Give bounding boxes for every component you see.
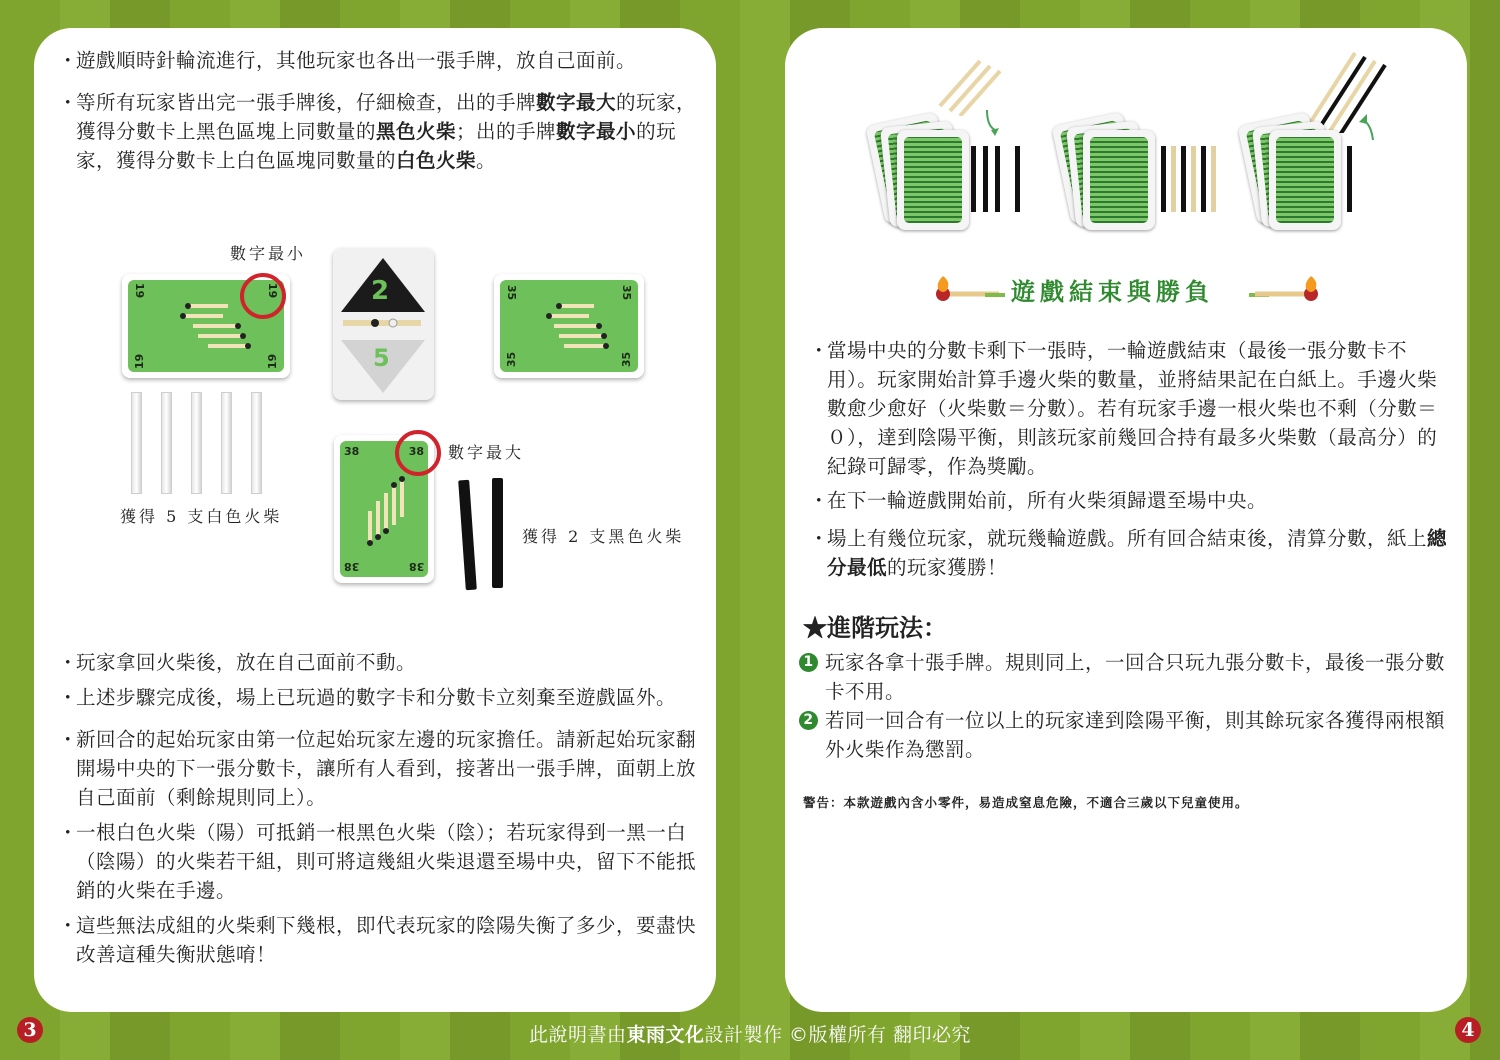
black-match — [983, 146, 988, 212]
bullet-dot: ・ — [58, 686, 79, 709]
match-icon — [358, 471, 418, 551]
title-rule — [985, 293, 1005, 297]
body-text: 這些無法成組的火柴剩下幾根，即代表玩家的陰陽失衡了多少，要盡快改善這種失衡狀態唷！ — [76, 914, 697, 966]
body-text: 等所有玩家皆出完一張手牌後，仔細檢查，出的手牌 — [76, 91, 537, 114]
white-match — [1211, 146, 1216, 212]
warning-text: 警告：本款遊戲內含小零件，易造成窒息危險，不適合三歲以下兒童使用。 — [803, 795, 1249, 810]
white-match — [1171, 146, 1176, 212]
label-highest-number: 數字最大 — [448, 443, 525, 462]
white-match — [221, 392, 232, 494]
bullet-dot: ・ — [58, 651, 79, 674]
bullet-dot: ・ — [58, 91, 79, 114]
advanced-title: ★進階玩法： — [803, 613, 947, 642]
white-match — [1191, 146, 1196, 212]
advanced-rule-item — [803, 648, 1449, 706]
body-text: 上述步驟完成後，場上已玩過的數字卡和分數卡立刻棄至遊戲區外。 — [76, 686, 677, 709]
card-deck — [897, 130, 969, 230]
body-text: 當場中央的分數卡剩下一張時，一輪遊戲結束（最後一張分數卡不用）。玩家開始計算手邊火柴的數量，並將結果記在白紙上。手邊火柴數愈少愈好（火柴數＝分數）。若有玩家手邊一根火柴也不剩（分數＝０），達到陰陽平衡，則該玩家前幾回合持有最多火柴數（最高分）的紀錄可歸零，作為獎勵。 — [827, 339, 1438, 478]
white-match — [191, 392, 202, 494]
page-number-left: 3 — [17, 1017, 43, 1043]
number-card-38: 38 38 38 38 — [334, 435, 434, 583]
footer-credit — [0, 1020, 1500, 1047]
bullet-dot: ・ — [809, 527, 830, 550]
left-page — [34, 28, 716, 1012]
body-text: 遊戲順時針輪流進行，其他玩家也各出一張手牌，放自己面前。 — [76, 49, 637, 72]
emphasis-text: 白色火柴 — [396, 149, 477, 172]
black-match — [1347, 146, 1352, 212]
rule-number-badge: 1 — [799, 653, 818, 672]
body-text: 玩家各拿十張手牌。規則同上，一回合只玩九張分數卡，最後一張分數卡不用。 — [825, 651, 1446, 703]
bullet-dot: ・ — [809, 339, 830, 362]
bullet-dot: ・ — [58, 914, 79, 937]
right-page — [785, 28, 1467, 1012]
highlight-circle-highest — [395, 430, 441, 476]
bullet-dot: ・ — [58, 821, 79, 844]
black-match — [492, 478, 503, 588]
body-text: ；出的手牌 — [456, 120, 557, 143]
rule-number-badge: 2 — [799, 711, 818, 730]
bullet-dot: ・ — [809, 489, 830, 512]
footer-copyright: 設計製作 ©版權所有 翻印必究 — [704, 1024, 972, 1046]
score-black-value: 2 — [371, 276, 390, 306]
black-match — [458, 480, 477, 590]
arrow-down-icon — [983, 108, 1003, 138]
matches-falling-icon — [930, 56, 1010, 116]
score-white-value: 5 — [373, 344, 390, 372]
body-text: 的玩家，獲得分數卡上黑色區塊上同數量的 — [76, 91, 697, 143]
black-match — [995, 146, 1000, 212]
bullet-paragraph — [58, 46, 698, 75]
body-text: 在下一輪遊戲開始前，所有火柴須歸還至場中央。 — [827, 489, 1268, 512]
section-title: 遊戲結束與勝負 — [1011, 278, 1214, 306]
page-number-right: 4 — [1455, 1017, 1481, 1043]
bullet-dot: ・ — [58, 728, 79, 751]
black-match — [1201, 146, 1206, 212]
footer-text: 此說明書由 — [528, 1024, 627, 1046]
bullet-paragraph — [58, 683, 701, 712]
emphasis-text: 黑色火柴 — [376, 120, 457, 143]
label-lowest-number: 數字最小 — [230, 244, 307, 263]
number-card-19: 19 19 19 19 — [122, 274, 290, 378]
section-header — [785, 268, 1467, 308]
bullet-paragraph — [809, 486, 1449, 515]
body-text: 。 — [476, 149, 497, 172]
score-card-graphic — [333, 248, 434, 400]
advanced-rule-item — [803, 706, 1449, 764]
bullet-paragraph — [809, 336, 1449, 481]
score-card — [333, 248, 434, 400]
bullet-dot: ・ — [58, 49, 79, 72]
burning-match-icon — [1255, 268, 1325, 308]
publisher-name: 東雨文化 — [626, 1024, 705, 1046]
black-match — [1015, 146, 1020, 212]
bullet-paragraph — [58, 88, 698, 175]
white-match — [131, 392, 142, 494]
number-card-35: 35 35 35 35 — [494, 274, 644, 378]
body-text: 若同一回合有一位以上的玩家達到陰陽平衡，則其餘玩家各獲得兩根額外火柴作為懲罰。 — [825, 709, 1446, 761]
arrow-up-icon — [1357, 112, 1377, 142]
body-text: 玩家拿回火柴後，放在自己面前不動。 — [76, 651, 417, 674]
body-text: 的玩家獲勝！ — [887, 556, 1008, 579]
black-match — [971, 146, 976, 212]
highlight-circle-lowest — [240, 273, 286, 319]
body-text: 的玩家，獲得分數卡上白色區塊同數量的 — [76, 120, 677, 172]
body-text: 新回合的起始玩家由第一位起始玩家左邊的玩家擔任。請新起始玩家翻開場中央的下一張分數卡，讓所有人看到，接著出一張手牌，面朝上放自己面前（剩餘規則同上）。 — [76, 728, 697, 809]
card-deck — [1083, 130, 1155, 230]
white-match — [251, 392, 262, 494]
bullet-paragraph — [58, 725, 701, 812]
card-deck — [1269, 130, 1341, 230]
black-match — [1161, 146, 1166, 212]
emphasis-text: 數字最大 — [536, 91, 617, 114]
emphasis-text: 數字最小 — [556, 120, 637, 143]
body-text: 一根白色火柴（陽）可抵銷一根黑色火柴（陰）；若玩家得到一黑一白（陰陽）的火柴若干組，則可將這幾組火柴退還至場中央，留下不能抵銷的火柴在手邊。 — [76, 821, 697, 902]
bullet-paragraph — [58, 911, 701, 969]
white-match — [161, 392, 172, 494]
body-text: 場上有幾位玩家，就玩幾輪遊戲。所有回合結束後，清算分數，紙上 — [827, 527, 1428, 550]
black-match — [1181, 146, 1186, 212]
burning-match-icon — [931, 268, 1001, 308]
caption-black-matches: 獲得 2 支黑色火柴 — [522, 527, 685, 546]
bullet-paragraph — [58, 818, 701, 905]
emphasis-text: 總分最低 — [827, 527, 1448, 579]
bullet-paragraph — [58, 648, 701, 677]
bullet-paragraph — [809, 524, 1449, 582]
match-icon — [534, 298, 614, 358]
caption-white-matches: 獲得 5 支白色火柴 — [120, 507, 283, 526]
